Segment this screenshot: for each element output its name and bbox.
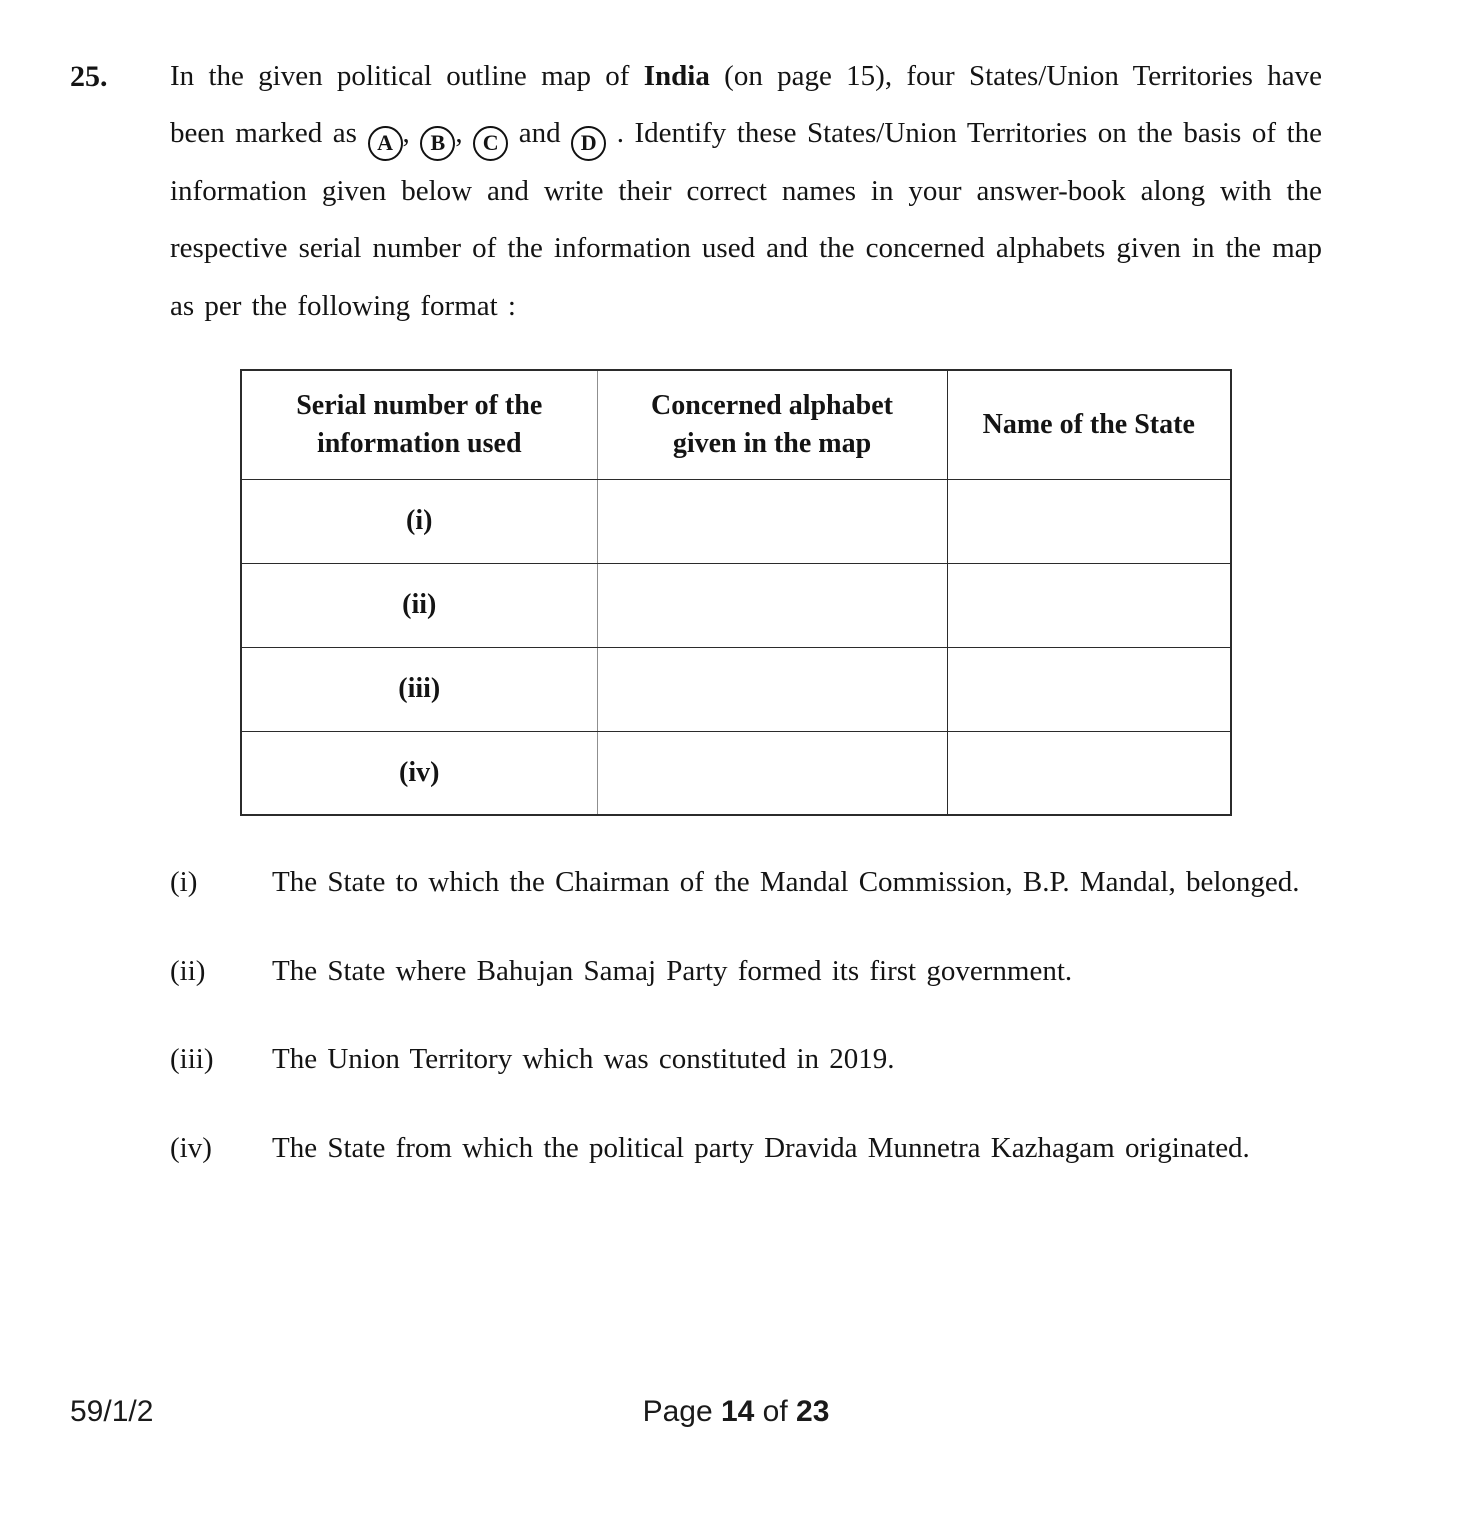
state-cell-empty (947, 647, 1231, 731)
page-indicator (0, 1395, 1472, 1429)
circled-letter-a: A (368, 126, 403, 161)
serial-cell: (iv) (241, 731, 597, 815)
table-row (241, 647, 1231, 731)
serial-cell: (iii) (241, 647, 597, 731)
circled-letter-c: C (473, 126, 508, 161)
info-item-ii (0, 943, 1472, 1000)
state-cell-empty (947, 479, 1231, 563)
circled-letter-d: D (571, 126, 606, 161)
question-number: 25. (70, 60, 108, 93)
page-indicator-prefix: Page (642, 1395, 721, 1428)
information-list (0, 854, 1472, 1176)
item-label: (ii) (170, 954, 206, 987)
alphabet-cell-empty (597, 479, 947, 563)
table-header-alphabet: Concerned alphabet given in the map (597, 370, 947, 479)
page-indicator-of: of (754, 1395, 797, 1428)
info-item-iv (0, 1120, 1472, 1177)
question-text-segment: and (508, 117, 572, 150)
item-text: The State to which the Chairman of the Mandal Commission, B.P. Mandal, belonged. (272, 866, 1300, 899)
table-header-row (241, 370, 1231, 479)
item-label: (iii) (170, 1043, 214, 1076)
item-label: (iv) (170, 1131, 212, 1164)
serial-cell: (ii) (241, 563, 597, 647)
table-row (241, 563, 1231, 647)
info-item-i (0, 854, 1472, 911)
alphabet-cell-empty (597, 563, 947, 647)
question-text-segment: (on page 15), four States/Union Territories have been marked as (170, 60, 1322, 150)
state-cell-empty (947, 563, 1231, 647)
paper-code: 59/1/2 (70, 1395, 154, 1428)
serial-cell: (i) (241, 479, 597, 563)
alphabet-cell-empty (597, 647, 947, 731)
page-footer (0, 1395, 1472, 1429)
circled-letter-b: B (420, 126, 455, 161)
item-text: The State from which the political party Dravida Munnetra Kazhagam originated. (272, 1131, 1250, 1164)
item-label: (i) (170, 866, 198, 899)
table-header-state: Name of the State (947, 370, 1231, 479)
state-cell-empty (947, 731, 1231, 815)
info-item-iii (0, 1031, 1472, 1088)
question-text-segment: . Identify these States/Union Territories on the basis of the information given below and write their correct names in your answer-book along with the respective serial number of the information used and the concerned alphabets given in the map as per the following format : (170, 117, 1323, 322)
table-row (241, 731, 1231, 815)
alphabet-cell-empty (597, 731, 947, 815)
question-text-india: India (643, 60, 710, 92)
item-text: The State where Bahujan Samaj Party formed its first government. (272, 954, 1073, 987)
answer-format-table (240, 369, 1232, 816)
page-total: 23 (796, 1395, 830, 1428)
table-row (241, 479, 1231, 563)
question-text (170, 48, 1322, 335)
page-number: 14 (720, 1395, 755, 1428)
item-text: The Union Territory which was constituted in 2019. (272, 1043, 895, 1076)
question-text-segment: , (455, 117, 474, 150)
table-header-serial: Serial number of the information used (241, 370, 597, 479)
question-text-segment: , (402, 117, 421, 150)
question-text-segment: In the given political outline map of (170, 60, 644, 92)
question-25 (0, 48, 1472, 335)
